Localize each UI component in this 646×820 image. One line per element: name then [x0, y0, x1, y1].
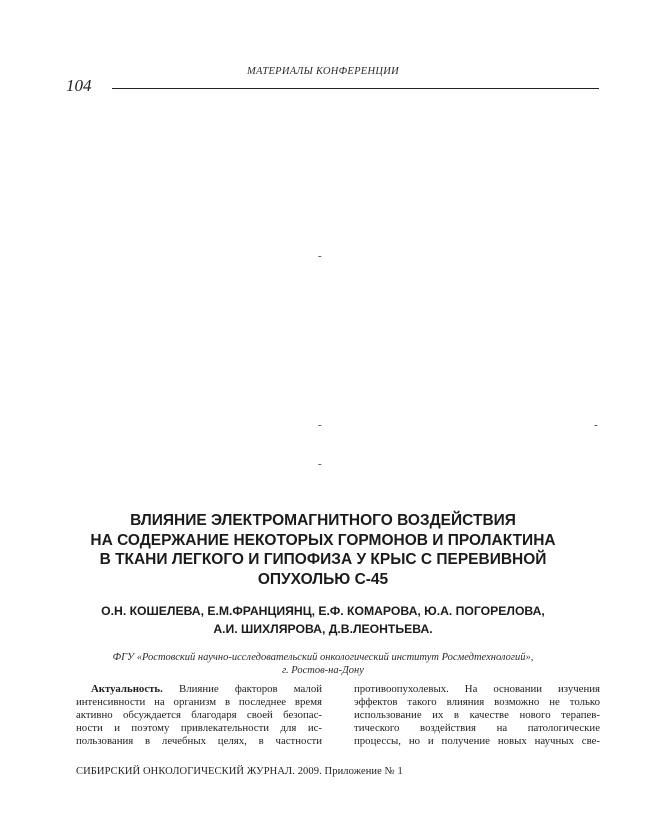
section-lead: Актуальность. — [91, 683, 163, 695]
article-title — [60, 511, 586, 589]
author-list — [40, 603, 606, 638]
body-line: эффектов такого влияния возможно не только — [354, 696, 600, 709]
body-line: пользования в лечебных целях, в частности — [76, 735, 322, 748]
body-column-right — [354, 683, 600, 748]
running-title: МАТЕРИАЛЫ КОНФЕРЕНЦИИ — [246, 66, 400, 77]
affiliation — [40, 651, 606, 677]
body-line: активно обсуждается благодаря своей безопас- — [76, 709, 322, 722]
stray-mark: - — [318, 419, 322, 431]
body-column-left — [76, 683, 322, 748]
body-line: противоопухолевых. На основании изучения — [354, 683, 600, 695]
body-line: использование их в качестве нового терапев- — [354, 709, 600, 722]
body-line: интенсивности на организм в последнее время — [76, 696, 322, 709]
author-line: О.Н. КОШЕЛЕВА, Е.М.ФРАНЦИЯНЦ, Е.Ф. КОМАРОВА, Ю.А. ПОГОРЕЛОВА, — [101, 604, 545, 618]
title-line: ОПУХОЛЬЮ С-45 — [257, 570, 389, 588]
body-line: тического воздействия на патологические — [354, 722, 600, 735]
body-line — [76, 683, 322, 696]
stray-mark: - — [318, 250, 322, 262]
author-line: А.И. ШИХЛЯРОВА, Д.В.ЛЕОНТЬЕВА. — [213, 621, 433, 636]
title-line: НА СОДЕРЖАНИЕ НЕКОТОРЫХ ГОРМОНОВ И ПРОЛАКТИНА — [90, 531, 556, 549]
title-line: ВЛИЯНИЕ ЭЛЕКТРОМАГНИТНОГО ВОЗДЕЙСТВИЯ — [130, 512, 516, 529]
journal-footer: СИБИРСКИЙ ОНКОЛОГИЧЕСКИЙ ЖУРНАЛ. 2009. Приложение № 1 — [76, 766, 403, 777]
body-line: ности и поэтому привлекательности для ис- — [76, 722, 322, 735]
body-line: процессы, но и получение новых научных све- — [354, 735, 600, 748]
title-line: В ТКАНИ ЛЕГКОГО И ГИПОФИЗА У КРЫС С ПЕРЕВИВНОЙ — [99, 551, 547, 568]
affiliation-line: ФГУ «Ростовский научно-исследовательский онкологический институт Росмедтехнологий», — [112, 652, 534, 663]
stray-mark: - — [318, 458, 322, 470]
body-line-text: Влияние факторов малой — [162, 683, 322, 695]
page-number: 104 — [66, 76, 92, 95]
stray-mark: - — [594, 419, 598, 431]
affiliation-line: г. Ростов-на-Дону — [282, 665, 364, 676]
header-rule — [112, 88, 599, 89]
